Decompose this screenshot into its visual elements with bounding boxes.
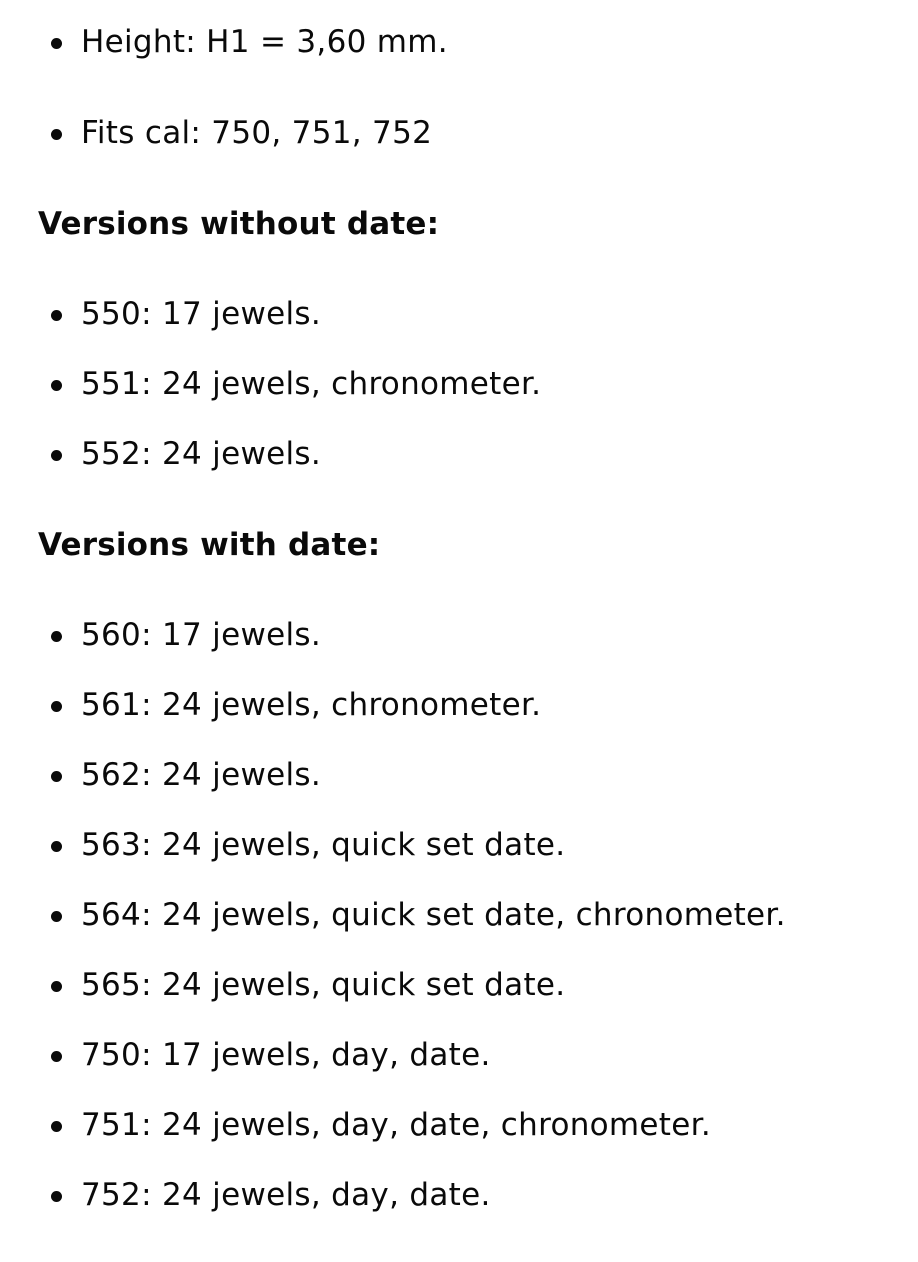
- with-date-list: [0, 616, 918, 1214]
- list-item-text: 752: 24 jewels, day, date.: [81, 1177, 491, 1213]
- bullet-icon: [51, 380, 62, 391]
- list-item: [0, 1036, 918, 1074]
- bullet-icon: [51, 310, 62, 321]
- list-item-text: 750: 17 jewels, day, date.: [81, 1037, 491, 1073]
- list-item-text: 552: 24 jewels.: [81, 436, 321, 472]
- list-item: [0, 686, 918, 724]
- list-item-text: 550: 17 jewels.: [81, 296, 321, 332]
- list-item: [0, 826, 918, 864]
- list-item: [0, 616, 918, 654]
- bullet-icon: [51, 771, 62, 782]
- bullet-icon: [51, 701, 62, 712]
- list-item-text: 562: 24 jewels.: [81, 757, 321, 793]
- bullet-icon: [51, 981, 62, 992]
- bullet-icon: [51, 38, 62, 49]
- heading-with-date: Versions with date:: [38, 527, 381, 563]
- bullet-icon: [51, 1051, 62, 1062]
- list-item: [0, 23, 918, 61]
- list-item-text: 551: 24 jewels, chronometer.: [81, 366, 542, 402]
- list-item: [0, 435, 918, 473]
- list-item: [0, 365, 918, 403]
- list-item: [0, 295, 918, 333]
- bullet-icon: [51, 911, 62, 922]
- spec-fits: Fits cal: 750, 751, 752: [81, 115, 433, 151]
- bullet-icon: [51, 1191, 62, 1202]
- bullet-icon: [51, 129, 62, 140]
- bullet-icon: [51, 841, 62, 852]
- list-item-text: 564: 24 jewels, quick set date, chronometer.: [81, 897, 786, 933]
- list-item: [0, 756, 918, 794]
- spec-height: Height: H1 = 3,60 mm.: [81, 24, 448, 60]
- specs-list-fits: [0, 114, 918, 152]
- bullet-icon: [51, 450, 62, 461]
- list-item-text: 751: 24 jewels, day, date, chronometer.: [81, 1107, 711, 1143]
- list-item: [0, 1106, 918, 1144]
- list-item: [0, 1176, 918, 1214]
- list-item: [0, 896, 918, 934]
- bullet-icon: [51, 631, 62, 642]
- list-item: [0, 114, 918, 152]
- without-date-list: [0, 295, 918, 473]
- heading-without-date: Versions without date:: [38, 206, 440, 242]
- list-item-text: 565: 24 jewels, quick set date.: [81, 967, 566, 1003]
- specs-list: [0, 23, 918, 61]
- list-item-text: 560: 17 jewels.: [81, 617, 321, 653]
- list-item: [0, 966, 918, 1004]
- list-item-text: 563: 24 jewels, quick set date.: [81, 827, 566, 863]
- list-item-text: 561: 24 jewels, chronometer.: [81, 687, 542, 723]
- bullet-icon: [51, 1121, 62, 1132]
